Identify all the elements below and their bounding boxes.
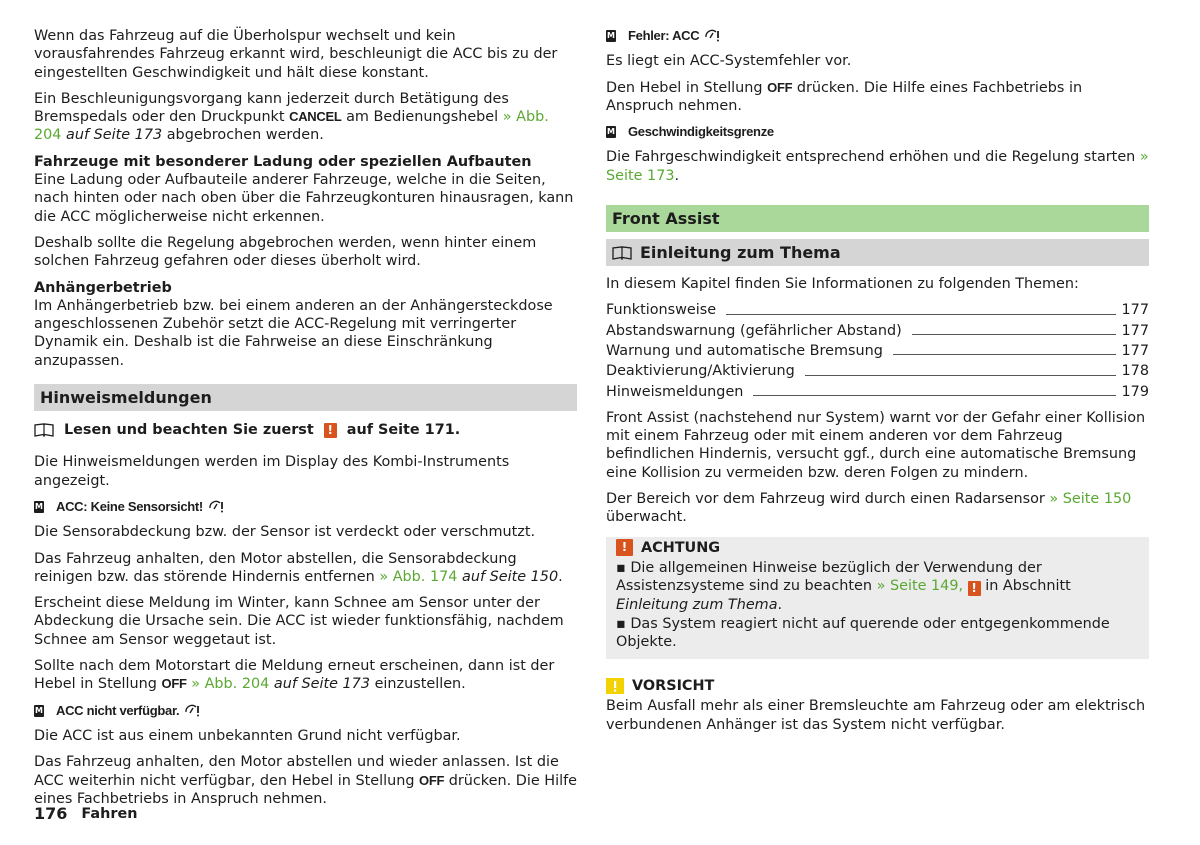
toc-leader xyxy=(753,395,1115,396)
page-footer xyxy=(34,805,137,823)
section-header: Hinweismeldungen xyxy=(34,384,577,411)
message-heading xyxy=(34,498,577,516)
key-off: OFF xyxy=(767,79,793,95)
toc-leader xyxy=(893,354,1116,355)
toc-label: Funktionsweise xyxy=(606,302,717,319)
toc-page: 177 xyxy=(1121,342,1149,359)
paragraph xyxy=(34,657,577,694)
page-link[interactable]: » Seite 150 xyxy=(1049,491,1132,508)
message-title-group xyxy=(628,27,720,45)
text: drücken. Die Hilfe eines Fachbetriebs in Anspruch nehmen. xyxy=(606,79,1083,114)
text: Der Bereich vor dem Fahrzeug wird durch einen Radarsensor xyxy=(606,491,1045,508)
text: abgebrochen werden. xyxy=(166,127,324,144)
paragraph: Deshalb sollte die Regelung abgebrochen werden, wenn hinter einem solchen Fahrzeug gefahren oder dieses überholt wird. xyxy=(34,234,537,270)
page-link[interactable]: » Seite 173 xyxy=(606,149,1149,184)
message-icon: M xyxy=(607,127,615,137)
book-icon xyxy=(612,246,632,260)
paragraph: Im Anhängerbetrieb bzw. bei einem anderen an der Anhängersteckdose angeschlossenen Zubehör setzt die ACC-Regelung mit verringerter Dynamik ein. Deshalb ist die Fahrweise an diese Einschränkung anzupassen. xyxy=(34,297,553,369)
text: Die Fahrgeschwindigkeit entsprechend erhöhen und die Regelung starten xyxy=(606,149,1136,166)
toc-leader xyxy=(805,375,1116,376)
text: überwacht. xyxy=(606,509,687,526)
paragraph: Wenn das Fahrzeug auf die Überholspur wechselt und kein vorausfahrendes Fahrzeug erkannt wird, beschleunigt die ACC bis zu der eingestellten Geschwindigkeit und hält diese konstant. xyxy=(34,28,558,81)
warning-box xyxy=(606,537,1149,659)
warning-title: ACHTUNG xyxy=(641,539,721,556)
section-reference: Einleitung zum Thema xyxy=(616,597,778,614)
page-link[interactable]: » Seite 149, xyxy=(876,578,964,595)
read-first-note xyxy=(34,421,577,439)
text: Sollte nach dem Motorstart die Meldung erneut erscheinen, dann ist der Hebel in Stellung xyxy=(34,658,555,693)
toc-label: Deaktivierung/Aktivierung xyxy=(606,363,795,380)
page-reference: auf Seite 150 xyxy=(462,568,559,585)
list-item xyxy=(616,615,1139,652)
text: Lesen und beachten Sie zuerst xyxy=(64,422,314,439)
message-icon: M xyxy=(35,502,43,512)
table-of-contents xyxy=(606,301,1149,400)
paragraph: Eine Ladung oder Aufbauteile anderer Fahrzeuge, welche in die Seiten, nach hinten oder nach oben über die Fahrzeugkonturen hinausragen, kann die ACC möglicherweise nicht erkennen. xyxy=(34,172,574,225)
warning-title-row xyxy=(616,539,1139,557)
key-off: OFF xyxy=(161,676,187,692)
paragraph xyxy=(34,753,577,808)
paragraph: Front Assist (nachstehend nur System) warnt vor der Gefahr einer Kollision mit einem Fahrzeug oder mit einem anderen vor dem Fahrzeug befindlichen Hindernis, versucht ggf., durch eine automatische Bremsung eine Kollision zu vermeiden bzw. deren Folgen zu mindern. xyxy=(606,409,1146,481)
text: Das Fahrzeug anhalten, den Motor abstellen, die Sensorabdeckung reinigen bzw. das störende Hindernis entfernen xyxy=(34,550,517,585)
figure-link[interactable]: » Abb. 204 xyxy=(34,109,549,144)
text: Die allgemeinen Hinweise bezüglich der Verwendung der Assistenzsysteme sind zu beachten xyxy=(616,559,1042,595)
toc-label: Hinweismeldungen xyxy=(606,383,744,400)
text: Das System reagiert nicht auf querende oder entgegenkommende Objekte. xyxy=(616,615,1110,650)
message-heading xyxy=(606,123,1149,141)
page-number: 176 xyxy=(34,804,68,823)
paragraph: Die Fahrgeschwindigkeit entsprechend erhöhen und die Regelung starten » Seite 173. xyxy=(606,149,1149,184)
chapter-header: Front Assist xyxy=(606,205,1149,232)
subheading: Anhängerbetrieb xyxy=(34,279,172,296)
message-heading xyxy=(606,27,1149,45)
caution-title: VORSICHT xyxy=(632,678,715,695)
message-icon: M xyxy=(607,31,615,41)
text: Ein Beschleunigungsvorgang kann jederzeit durch Betätigung des Bremspedals oder den Druckpunkt xyxy=(34,90,509,126)
paragraph: Beim Ausfall mehr als einer Bremsleuchte am Fahrzeug oder am elektrisch verbundenen Anhänger ist das System nicht verfügbar. xyxy=(606,698,1146,733)
message-title: Fehler: ACC xyxy=(628,28,700,43)
toc-page: 177 xyxy=(1121,302,1149,319)
toc-page: 177 xyxy=(1121,322,1149,339)
warning-icon: ! xyxy=(616,539,633,556)
page-reference: auf Seite 173 xyxy=(273,676,370,693)
toc-entry[interactable] xyxy=(606,342,1149,360)
toc-entry[interactable] xyxy=(606,362,1149,380)
toc-page: 178 xyxy=(1121,363,1149,380)
figure-link[interactable]: » Abb. 174 xyxy=(379,568,458,585)
toc-entry[interactable] xyxy=(606,322,1149,340)
paragraph: Die Sensorabdeckung bzw. der Sensor ist verdeckt oder verschmutzt. xyxy=(34,524,536,541)
toc-label: Abstandswarnung (gefährlicher Abstand) xyxy=(606,322,902,339)
message-heading xyxy=(34,702,577,720)
key-off: OFF xyxy=(419,772,445,788)
message-icon: M xyxy=(35,705,43,715)
message-title-group xyxy=(56,498,224,516)
caution-icon xyxy=(606,678,624,694)
toc-entry[interactable] xyxy=(606,301,1149,319)
paragraph xyxy=(606,79,1149,116)
intro-header xyxy=(606,239,1149,266)
message-title: Geschwindigkeitsgrenze xyxy=(628,124,774,140)
bullet-icon: ▪ xyxy=(616,615,626,632)
subheading: Fahrzeuge mit besonderer Ladung oder speziellen Aufbauten xyxy=(34,153,532,170)
paragraph: Das Fahrzeug anhalten, den Motor abstellen, die Sensorabdeckung reinigen bzw. das störende Hindernis entfernen » Abb. 174 auf Seite 150. xyxy=(34,550,563,585)
toc-label: Warnung und automatische Bremsung xyxy=(606,342,883,359)
text: Das Fahrzeug anhalten, den Motor abstellen und wieder anlassen. Ist die ACC weiterhin nicht verfügbar, den Hebel in Stellung xyxy=(34,754,559,789)
paragraph: Es liegt ein ACC-Systemfehler vor. xyxy=(606,53,852,70)
left-column xyxy=(34,27,577,816)
message-title: ACC: Keine Sensorsicht! xyxy=(56,498,203,514)
paragraph: In diesem Kapitel finden Sie Informationen zu folgenden Themen: xyxy=(606,276,1079,293)
paragraph: Die ACC ist aus einem unbekannten Grund nicht verfügbar. xyxy=(34,727,461,744)
list-item: ▪ Die allgemeinen Hinweise bezüglich der Verwendung der Assistenzsysteme sind zu beachten » Seite 149, ! in Abschnitt Einleitung zum Thema. xyxy=(616,559,1071,614)
figure-link[interactable]: » Abb. 204 xyxy=(191,676,270,693)
message-title-group xyxy=(56,702,200,720)
text: Den Hebel in Stellung xyxy=(606,79,763,96)
paragraph: Die Hinweismeldungen werden im Display des Kombi-Instruments angezeigt. xyxy=(34,454,510,489)
caution-title-row xyxy=(606,677,1149,695)
toc-leader xyxy=(912,334,1116,335)
right-column xyxy=(606,27,1149,742)
key-cancel: CANCEL xyxy=(289,109,342,125)
toc-leader xyxy=(726,314,1115,315)
gauge-warning-icon xyxy=(208,499,224,513)
paragraph xyxy=(606,490,1149,527)
chapter-name: Fahren xyxy=(81,806,138,822)
text: am Bedienungshebel xyxy=(346,109,499,126)
message-title: ACC nicht verfügbar. xyxy=(56,702,180,718)
page-reference[interactable]: auf Seite 171. xyxy=(346,422,461,439)
text: drücken. Die Hilfe eines Fachbetriebs in Anspruch nehmen. xyxy=(34,772,577,807)
gauge-warning-icon xyxy=(704,28,720,42)
text: einzustellen. xyxy=(374,676,466,693)
book-icon xyxy=(34,423,54,437)
toc-page: 179 xyxy=(1121,383,1149,400)
toc-entry[interactable] xyxy=(606,383,1149,401)
warning-icon: ! xyxy=(324,423,337,438)
paragraph: Erscheint diese Meldung im Winter, kann Schnee am Sensor unter der Abdeckung die Ursache sein. Die ACC ist wieder funktionsfähig, nachdem Schnee am Sensor weggetaut ist. xyxy=(34,595,564,648)
text: in Abschnitt xyxy=(985,578,1071,595)
page-reference: auf Seite 173 xyxy=(66,127,163,144)
intro-title: Einleitung zum Thema xyxy=(640,243,841,263)
bullet-icon: ▪ xyxy=(616,559,626,576)
paragraph xyxy=(34,90,577,145)
warning-icon: ! xyxy=(968,581,981,596)
gauge-warning-icon xyxy=(184,703,200,717)
